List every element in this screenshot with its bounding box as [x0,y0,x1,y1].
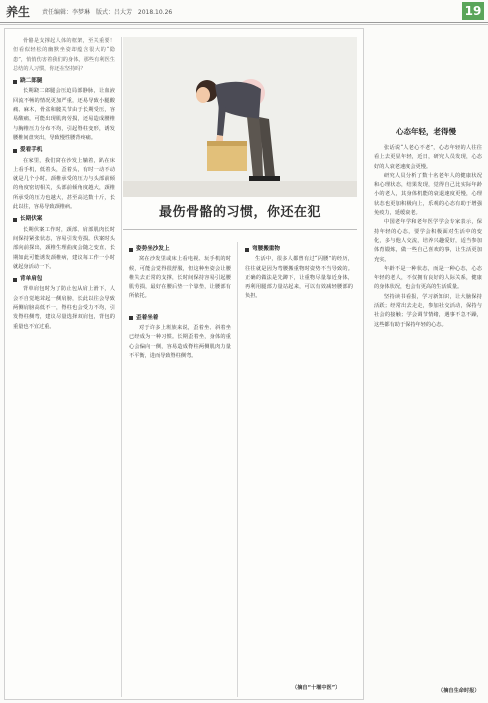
section-text: 长期伏案工作时，颈部、肩部肌肉长时间保持紧张状态，容易引发劳损。伏案时头部向前探出，颈椎生理曲度会随之变直，长期如此可能诱发颈椎病，建议每工作一小时就起身活动一下。 [13,226,115,270]
bullet-icon [13,149,17,153]
back-pain-illustration [123,37,357,197]
headline-rule [123,229,357,230]
sidebar-article [368,28,484,700]
editor-name: 责任编辑：李梦琳 [42,9,91,16]
bullet-icon [129,316,133,320]
section-heading: 爱看手机 [13,146,115,155]
section-text: 对于许多上班族来说，歪着坐、斜着坐已经成为一种习惯。长期歪着坐，身体的重心会偏向一侧，容易造成脊柱两侧肌肉力量不平衡，进而导致脊柱侧弯。 [129,325,231,359]
article-column-2 [129,242,231,697]
editor-credits [42,7,176,16]
article-illustration [123,37,357,197]
bullet-icon [245,248,249,252]
article-column-3 [245,242,353,697]
section-heading: 长期伏案 [13,215,115,224]
column-divider [237,242,238,697]
article-source: （摘自“十堰中医”） [292,685,341,691]
bullet-icon [129,248,133,252]
masthead [0,0,488,23]
sidebar-title: 心态年轻，老得慢 [396,127,456,136]
section-heading: 弯腰搬重物 [245,245,353,254]
bullet-icon [13,80,17,84]
article-column-1 [13,37,115,697]
main-article [4,28,364,700]
article-intro: 骨骼是支撑起人体的框架，至关重要！但看似轻松的幽默坐姿却蕴含很大的“隐患”，悄悄伤害着我们的身体，那些有利医生总结的人习惯，你还在坚持吗？ [13,38,115,72]
top-rule [0,24,488,25]
article-headline: 最伤骨骼的习惯，你还在犯 [158,205,321,220]
bullet-icon [13,278,17,282]
section-heading: 歪着坐着 [129,314,231,323]
layout-designer: 版式：吕大芳 [95,9,132,16]
sidebar-paragraph: 年龄不是一种状态，而是一种心态，心态年轻的老人，不仅拥有良好的人际关系，健康的身体状况，也会有更高的生活质量。 [374,265,482,291]
sidebar-source: （摘自生命时报） [438,688,480,694]
sidebar-paragraph: 中国老年学和老年医学学会专家表示，保持年轻的心态，要学会积极面对生活中的变化，多与他人交流，培养兴趣爱好，适当参加体育锻炼，做一些自己喜欢的事，让生活更加充实。 [374,219,482,263]
sidebar-body [374,144,482,692]
bullet-icon [13,218,17,222]
section-heading: 背单肩包 [13,275,115,284]
section-name: 养生 [6,5,31,19]
section-text: 长期跷二郎腿会压迫局部静脉，让血液回流不畅的情况更加严重，还易导致小腿酸痛、麻木，骨盆和髋关节由于长期受压，容易酸痛，可能出现肌肉劳损，还易造成腰椎与胸椎压力分布不均，引起脊柱变形，诱发腰椎间盘突出，导致慢性腰背疼痛。 [13,88,115,141]
sidebar-paragraph: 坚持读书看报，学习新知识，让大脑保持活跃；经常出去走走，参加社交活动，保持与社会的接触；学会调节情绪，遇事不急不躁，这些都有助于保持年轻的心态。 [374,293,482,328]
sidebar-paragraph: 研究人员分析了数十名老年人的健康状况和心理状态，结果发现，觉得自己比实际年龄小的老人，其身体机能的衰退速度更慢，心理状态也更加积极向上，乐观的心态有助于增强免疫力，延缓衰老。 [374,172,482,217]
sidebar-paragraph: 张话说“人老心不老”，心态年轻的人往往看上去更显年轻，近日，研究人员发现，心态好的人衰老速度会更慢。 [374,145,482,170]
section-text: 生活中，很多人都曾有过“闪腰”的经历，往往就是因为弯腰搬重物时姿势不当导致的。正确的做法是先蹲下，让重物尽量靠近身体，再利用腿部力量站起来，可以有效减轻腰部的负担。 [245,256,353,300]
column-divider [121,37,122,697]
section-text: 背单肩包时为了防止包从肩上滑下，人会不自觉地耸起一侧肩膀，长此以往会导致两侧肩膀高低不一，脊柱也会受力不均，引发脊柱侧弯，建议尽量选择双肩包，背包的重量也不宜过重。 [13,286,115,330]
section-text: 在家里，我们窝在沙发上躺着，趴在床上看手机，低着头，歪着头，有时一动不动就是几个小时。颈椎承受的压力与头部前倾的角度密切相关，头部前倾角度越大，颈椎所承受的压力也越大，甚至高达数十斤，长此以往，容易导致颈椎病。 [13,157,115,211]
section-heading: 姿势坐沙发上 [129,245,231,254]
section-text: 窝在沙发里或床上看电视、玩手机的时候，可能会觉得很舒服，但这种坐姿会让腰椎失去正常的支撑，长时间保持容易引起腰肌劳损，最好在腰后垫一个靠垫，让腰部有所依托。 [129,256,231,300]
page-number: 19 [462,2,484,20]
section-heading: 跷二郎腿 [13,77,115,86]
issue-date: 2018.10.26 [137,9,173,16]
